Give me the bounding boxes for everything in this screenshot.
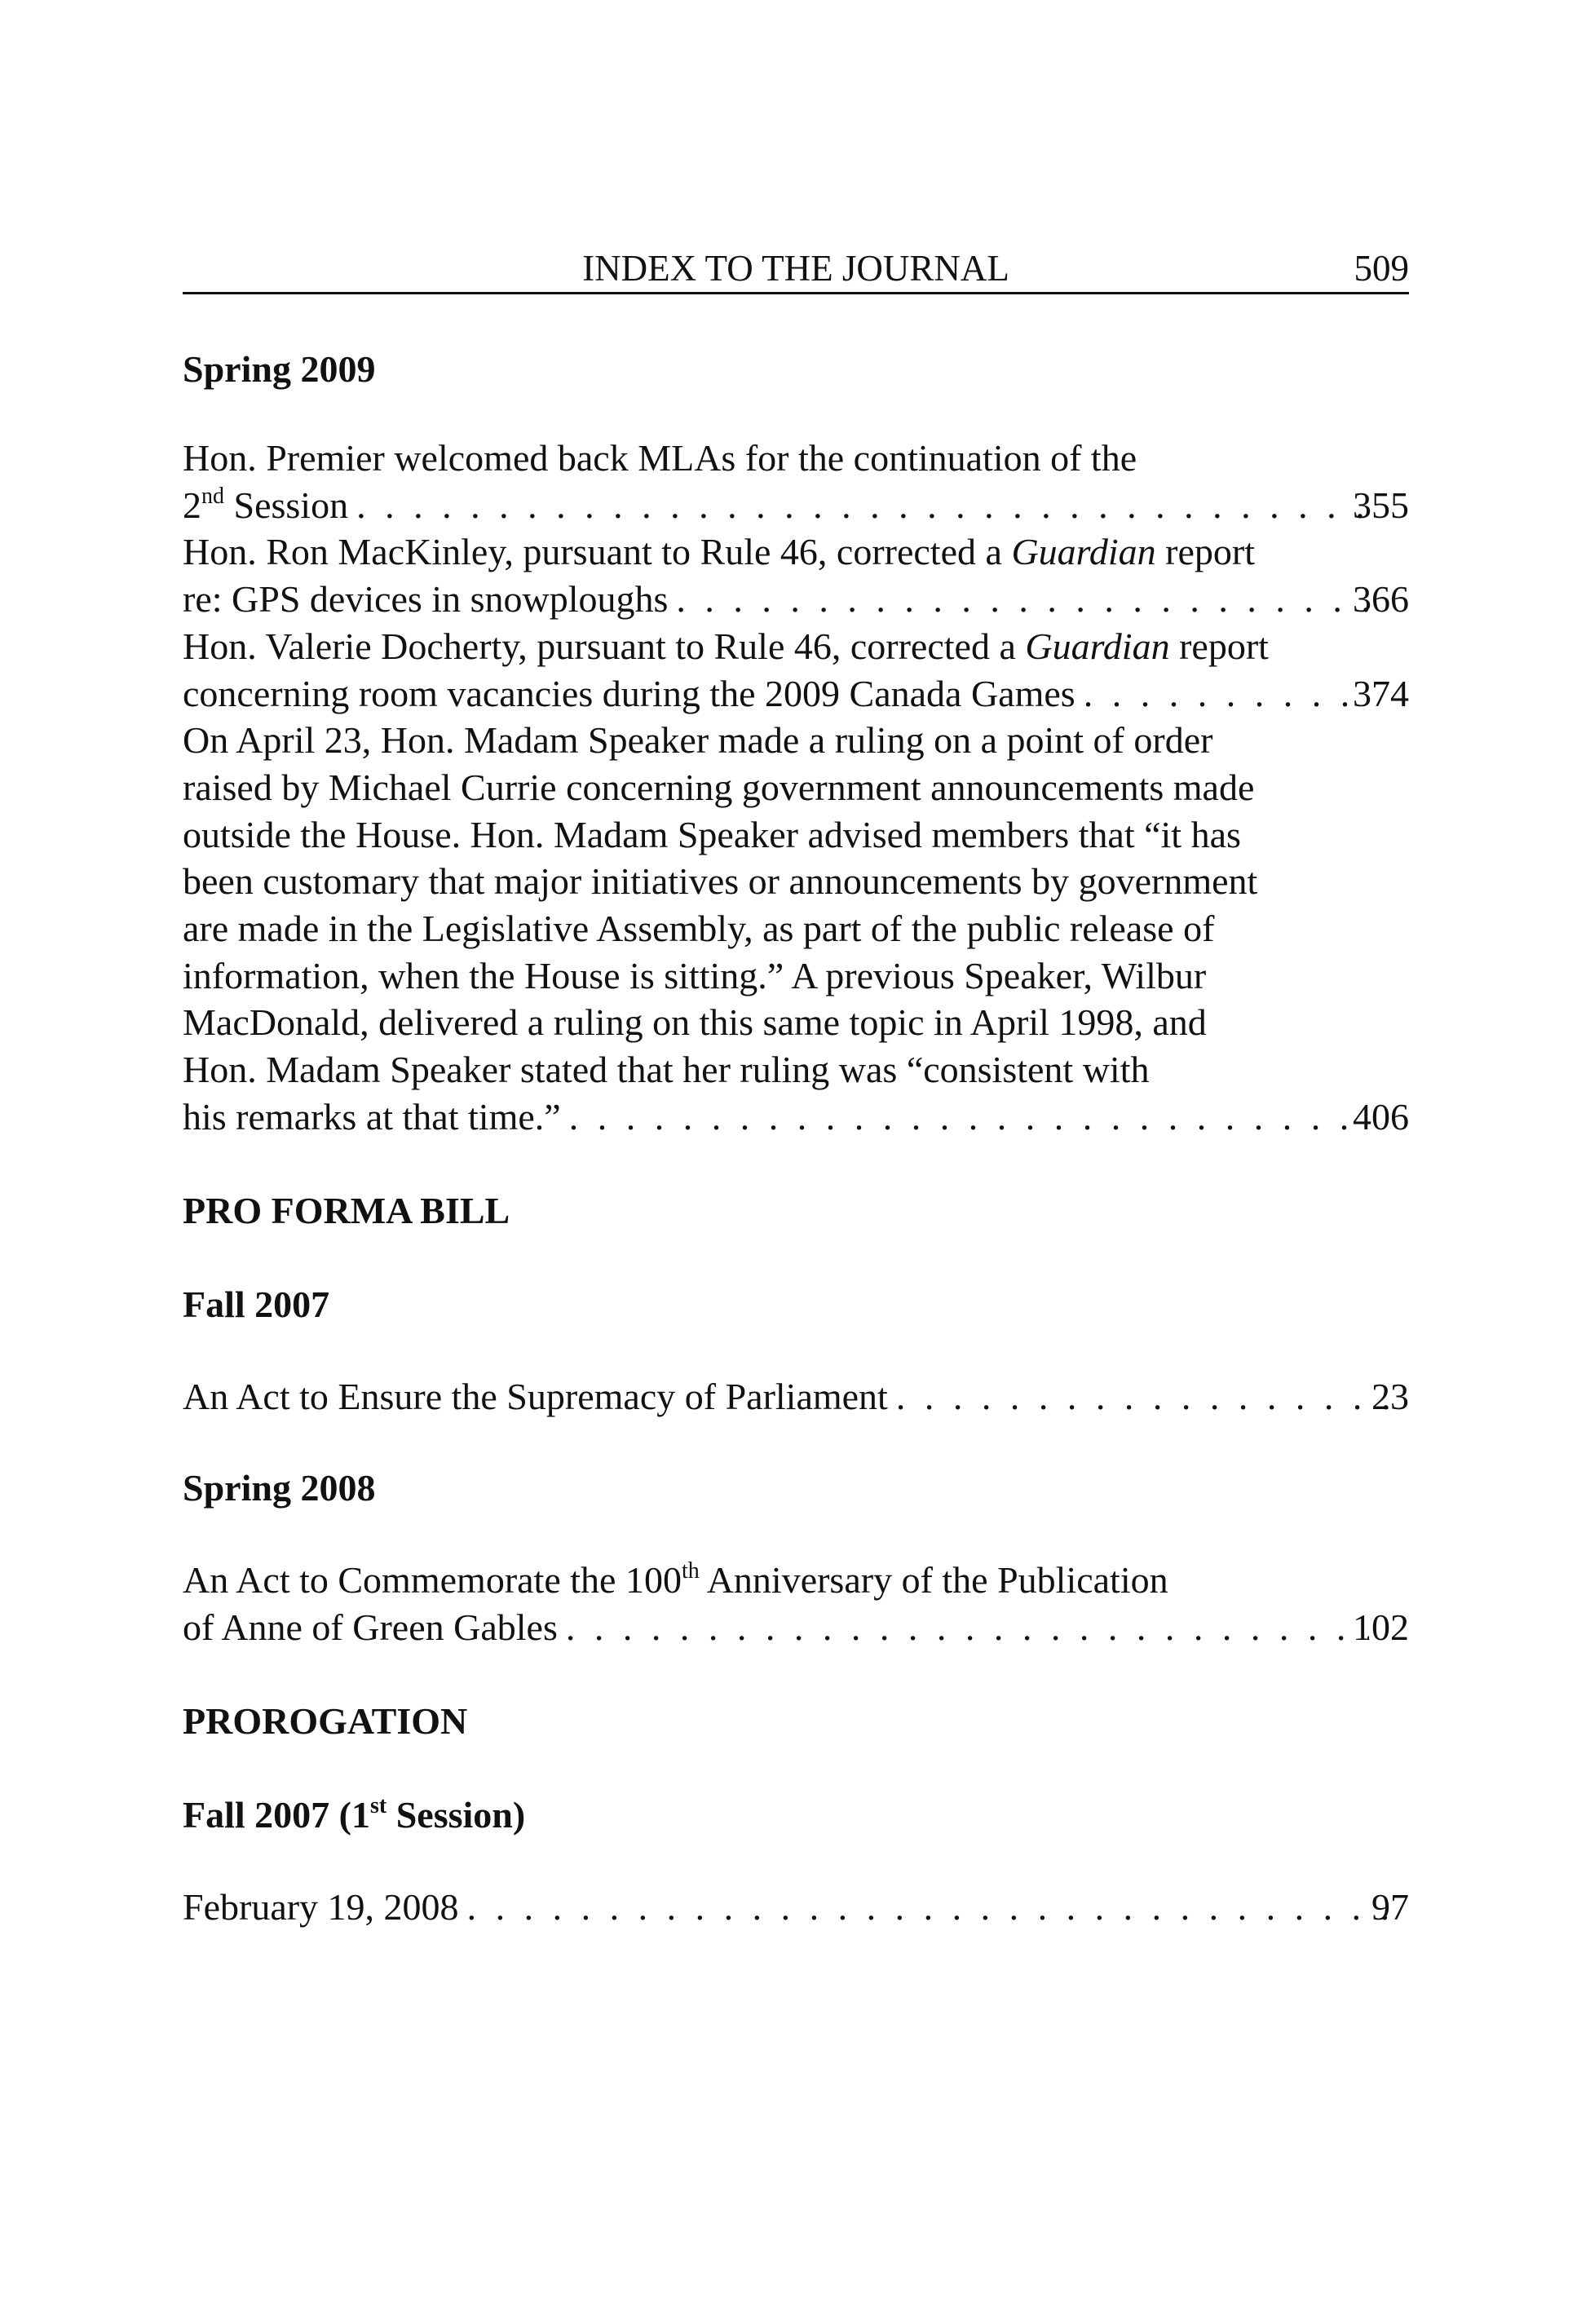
entry-page-number: 355: [1353, 484, 1409, 526]
entry-leader-line: [183, 576, 1409, 623]
guardian-title: Guardian: [1011, 531, 1156, 573]
entry-text: An Act to Ensure the Supremacy of Parliament: [183, 1375, 888, 1417]
entry-mackinley-correction: [183, 528, 1409, 622]
dot-leader: [467, 1884, 1388, 1931]
entry-page-number: 374: [1353, 672, 1409, 714]
dot-leader: [1084, 670, 1369, 718]
entry-leader-line: [183, 1094, 1409, 1141]
index-page: [183, 245, 1409, 1930]
entry-line: Hon. Ron MacKinley, pursuant to Rule 46, corrected a Guardian report: [183, 531, 1255, 573]
page-number: 509: [1354, 248, 1409, 289]
dot-leader: [566, 1604, 1369, 1651]
entry-line: Hon. Valerie Docherty, pursuant to Rule 46, corrected a Guardian report: [183, 625, 1269, 667]
entry-text: February 19, 2008: [183, 1885, 459, 1928]
running-head: [183, 245, 1409, 294]
dot-leader: [896, 1373, 1388, 1420]
entry-leader-line: [183, 1373, 1409, 1420]
entry-docherty-correction: [183, 623, 1409, 717]
entry-supremacy-act: [183, 1373, 1409, 1420]
section-heading-pro-forma-bill: PRO FORMA BILL: [183, 1189, 510, 1231]
entry-speaker-ruling: [183, 717, 1409, 1140]
entry-line: are made in the Legislative Assembly, as part of the public release of: [183, 908, 1215, 950]
dot-leader: [569, 1094, 1369, 1141]
running-head-title: INDEX TO THE JOURNAL: [582, 248, 1009, 289]
entry-page-number: 23: [1371, 1375, 1409, 1417]
entry-line: Hon. Madam Speaker stated that her ruling was “consistent with: [183, 1049, 1150, 1091]
entry-line: been customary that major initiatives or announcements by government: [183, 860, 1258, 903]
section-heading-spring-2009: Spring 2009: [183, 348, 376, 390]
entry-line: An Act to Commemorate the 100th Anniversary of the Publication: [183, 1558, 1168, 1602]
entry-text: re: GPS devices in snowploughs: [183, 578, 669, 621]
entry-leader-line: [183, 1604, 1409, 1651]
entry-line: outside the House. Hon. Madam Speaker advised members that “it has: [183, 813, 1241, 855]
entry-line: information, when the House is sitting.” A previous Speaker, Wilbur: [183, 954, 1207, 996]
entry-page-number: 102: [1353, 1606, 1409, 1648]
entry-text: concerning room vacancies during the 2009 Canada Games: [183, 672, 1075, 714]
subsection-heading-fall-2007-first-session: Fall 2007 (1st Session): [183, 1792, 526, 1836]
entry-line: MacDonald, delivered a ruling on this same topic in April 1998, and: [183, 1001, 1207, 1044]
dot-leader: [356, 482, 1369, 529]
entry-anne-of-green-gables-act: [183, 1557, 1409, 1650]
entry-text: 2nd Session: [183, 483, 349, 526]
section-heading-prorogation: PROROGATION: [183, 1699, 468, 1742]
subsection-heading-spring-2008: Spring 2008: [183, 1467, 376, 1509]
entry-page-number: 406: [1353, 1095, 1409, 1138]
subsection-heading-fall-2007: Fall 2007: [183, 1283, 330, 1325]
entry-premier-welcome: [183, 435, 1409, 528]
entry-leader-line: [183, 482, 1409, 529]
entry-text: of Anne of Green Gables: [183, 1606, 558, 1648]
entry-line: On April 23, Hon. Madam Speaker made a ruling on a point of order: [183, 719, 1213, 762]
guardian-title: Guardian: [1025, 625, 1170, 667]
dot-leader: [676, 576, 1369, 623]
entry-prorogation-date: [183, 1884, 1409, 1931]
entry-text: his remarks at that time.”: [183, 1095, 561, 1138]
entry-page-number: 366: [1353, 578, 1409, 621]
entry-line: raised by Michael Currie concerning government announcements made: [183, 766, 1255, 808]
entry-page-number: 97: [1371, 1885, 1409, 1928]
entry-leader-line: [183, 670, 1409, 718]
entry-leader-line: [183, 1884, 1409, 1931]
entry-line: Hon. Premier welcomed back MLAs for the continuation of the: [183, 437, 1137, 479]
